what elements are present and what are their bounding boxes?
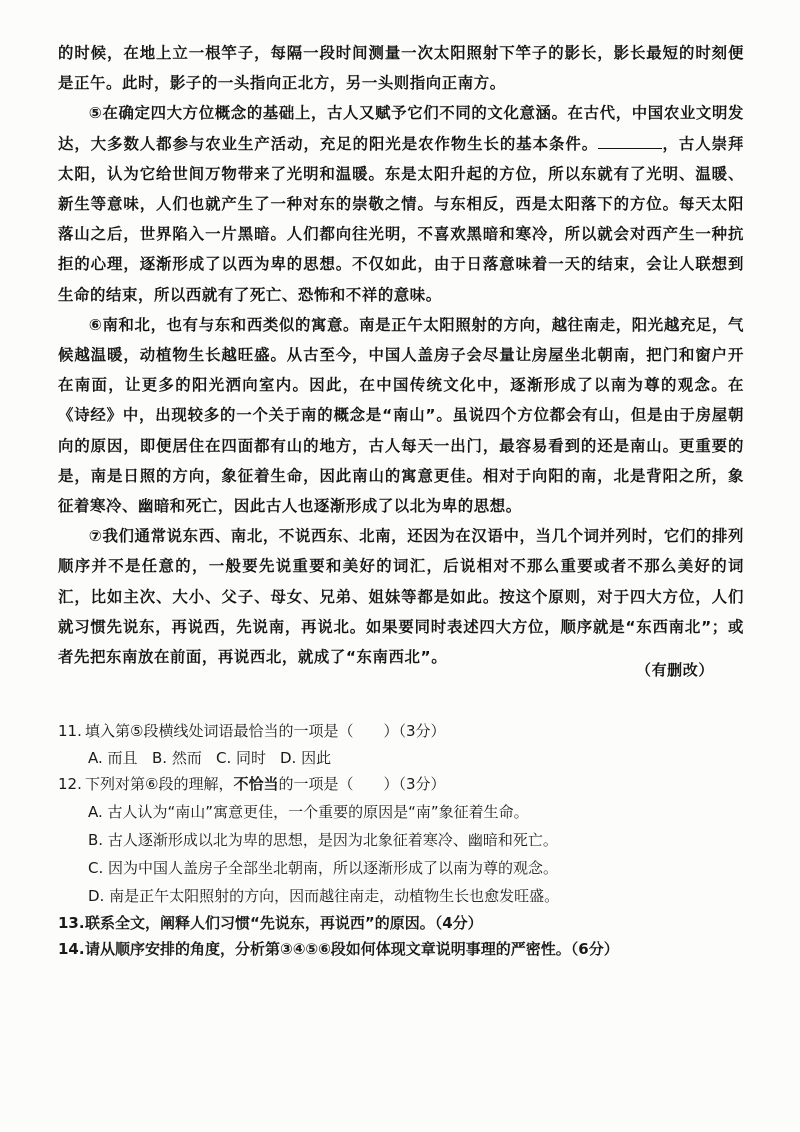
question-12 [58,771,748,798]
question-13 [58,910,748,937]
option-c: C. 同时 [216,748,267,767]
option-d: D. 因此 [280,748,332,767]
question-number: 12. [58,775,82,793]
paragraph-7: ⑦我们通常说东西、南北，不说西东、北南，还因为在汉语中，当几个词并列时，它们的排列顺序并不是任意的，一般要先说重要和美好的词汇，后说相对不那么重要或者不那么美好的词汇，比如主次、大小、父子、母女、兄弟、姐妹等都是如此。按这个原则，对于四大方位，人们就习惯先说东，再说西，先说南，再说北。如果要同时表述四大方位，顺序就是“东西南北”；或者先把东南放在前面，再说西北，就成了“东南西北”。 [58,527,744,667]
reading-passage [58,38,744,672]
paragraph-5-part-1: ⑤在确定四大方位概念的基础上，古人又赋予它们不同的文化意涵。在古代，中国农业文明发达，大多数人都参与农业生产活动，充足的阳光是农作物生长的基本条件。 [58,104,744,153]
question-11 [58,718,748,745]
source-note: （有删改） [635,661,714,679]
question-text: 请从顺序安排的角度，分析第③④⑤⑥段如何体现文章说明事理的严密性。（6分） [85,940,619,958]
option-d: D. 南是正午太阳照射的方向，因而越往南走，动植物生长也愈发旺盛。 [88,886,560,905]
paragraph-5-part-2: ，古人崇拜太阳，认为它给世间万物带来了光明和温暖。东是太阳升起的方位，所以东就有了光明、温暖、新生等意味，人们也就产生了一种对东的崇敬之情。与东相反，西是太阳落下的方位。每天太阳落山之后，世界陷入一片黑暗。人们都向往光明，不喜欢黑暗和寒冷，所以就会对西产生一种抗拒的心理，逐渐形成了以西为卑的思想。不仅如此，由于日落意味着一天的结束，会让人联想到生命的结束，所以西就有了死亡、恐怖和不祥的意味。 [58,134,744,304]
option-c: C. 因为中国人盖房子全部坐北朝南，所以逐渐形成了以南为尊的观念。 [88,858,559,877]
question-text-pre: 下列对第⑥段的理解， [85,775,234,793]
question-11-options [58,745,748,772]
question-number: 14. [58,940,85,958]
option-a: A. 而且 [88,748,138,767]
paragraph-5 [58,98,744,309]
paragraph-continued: 的时候，在地上立一根竿子，每隔一段时间测量一次太阳照射下竿子的影长，影长最短的时刻便是正午。此时，影子的一头指向正北方，另一头则指向正南方。 [58,44,744,93]
questions-section [58,718,748,963]
option-a: A. 古人认为“南山”寓意更佳，一个重要的原因是“南”象征着生命。 [88,802,529,821]
question-number: 11. [58,722,82,740]
fill-in-blank [598,134,662,149]
question-emphasis: 不恰当 [233,775,279,793]
question-text: 联系全文，阐释人们习惯“先说东，再说西”的原因。（4分） [85,913,483,932]
question-text-post: 的一项是（ ）（3分） [278,775,446,793]
option-b: B. 然而 [152,748,202,767]
question-14 [58,936,748,963]
option-b: B. 古人逐渐形成以北为卑的思想，是因为北象征着寒冷、幽暗和死亡。 [88,830,558,849]
paragraph-6: ⑥南和北，也有与东和西类似的寓意。南是正午太阳照射的方向，越往南走，阳光越充足，气候越温暖，动植物生长越旺盛。从古至今，中国人盖房子会尽量让房屋坐北朝南，把门和窗户开在南面，让更多的阳光洒向室内。因此，在中国传统文化中，逐渐形成了以南为尊的观念。在《诗经》中，出现较多的一个关于南的概念是“南山”。虽说四个方位都会有山，但是由于房屋朝向的原因，即便居住在四面都有山的地方，古人每天一出门，最容易看到的还是南山。更重要的是，南是日照的方向，象征着生命，因此南山的寓意更佳。相对于向阳的南，北是背阳之所，象征着寒冷、幽暗和死亡，因此古人也逐渐形成了以北为卑的思想。 [58,315,744,516]
question-number: 13. [58,913,85,932]
question-text: 填入第⑤段横线处词语最恰当的一项是（ ）（3分） [85,722,446,740]
